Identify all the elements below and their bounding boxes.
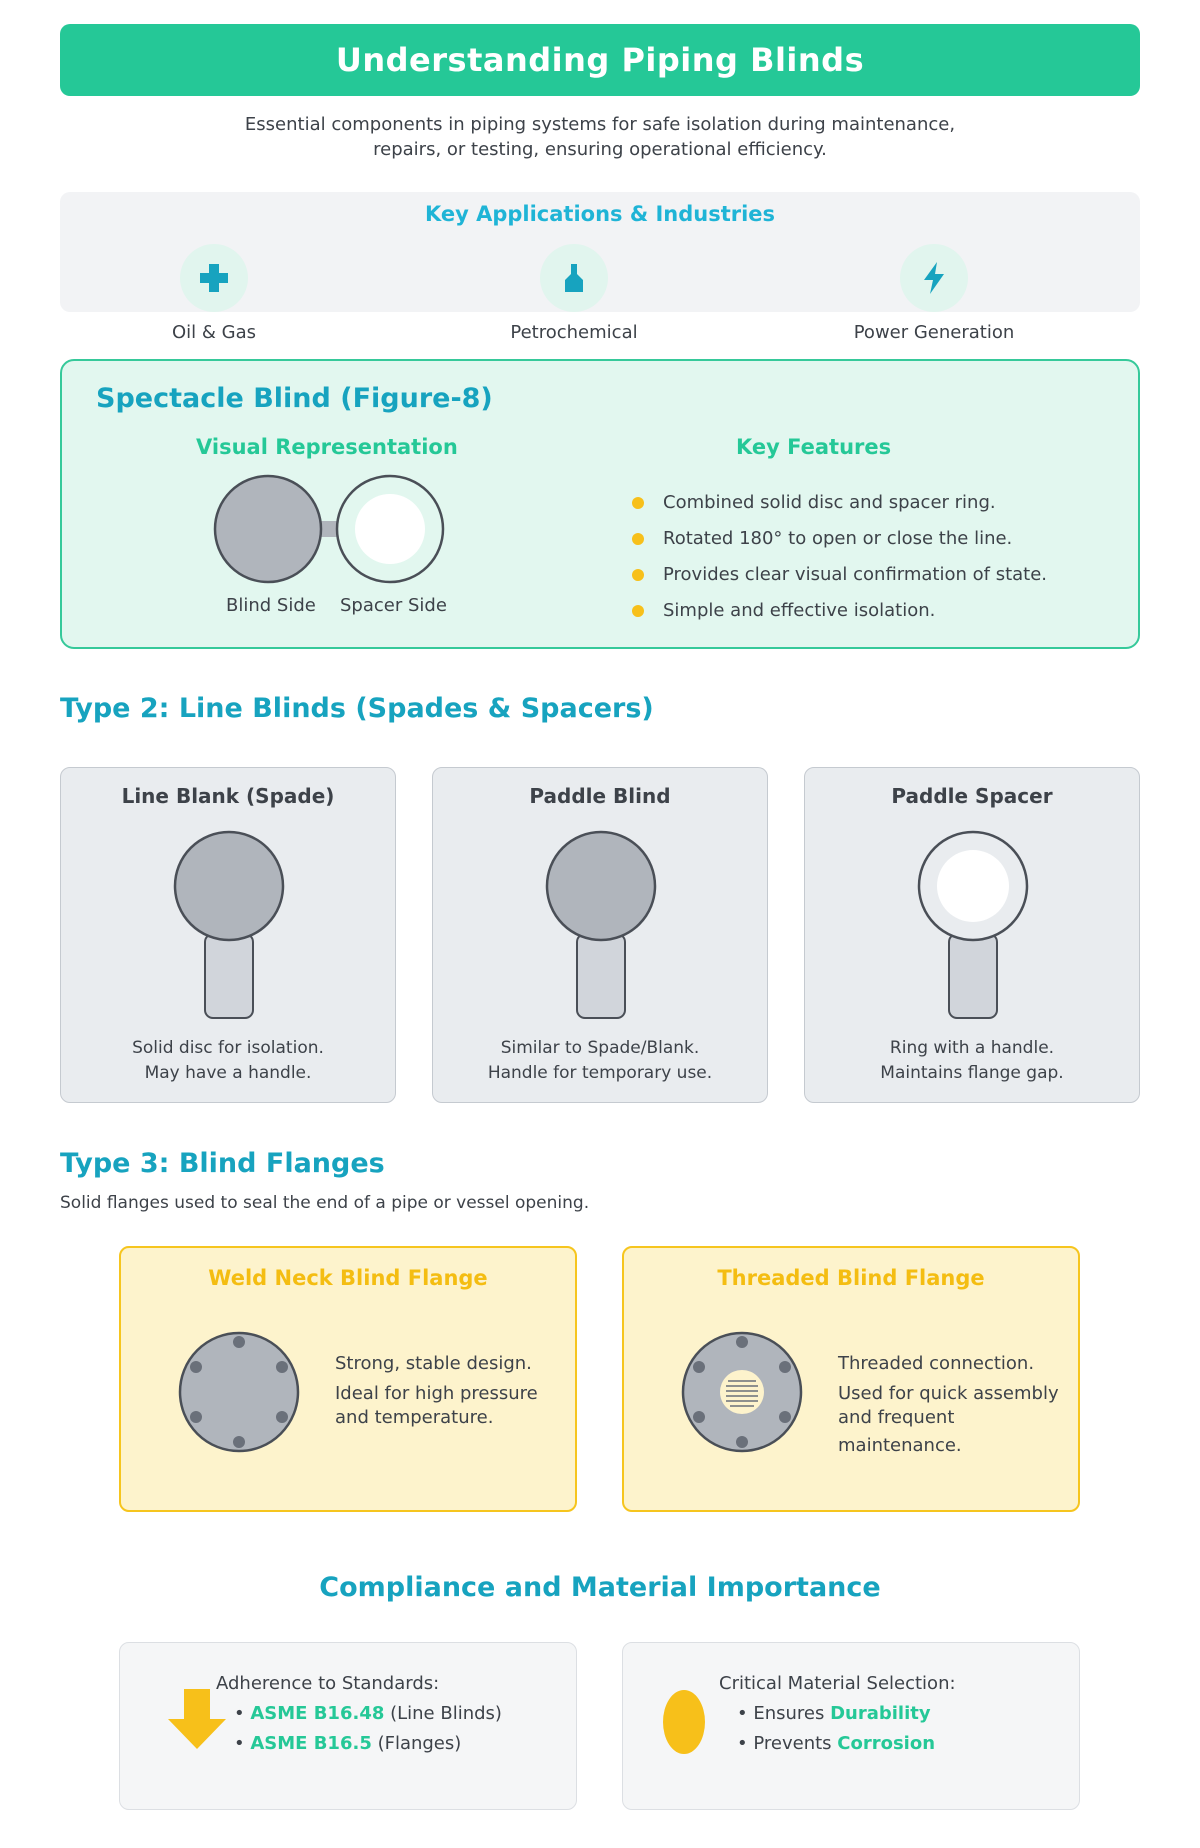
materials-text bbox=[719, 1669, 956, 1759]
title-banner bbox=[60, 24, 1140, 96]
material-item: • Prevents Corrosion bbox=[737, 1733, 936, 1754]
spectacle-blind-panel bbox=[60, 359, 1140, 649]
visual-representation-title: Visual Representation bbox=[196, 435, 458, 459]
line-blank-card bbox=[60, 767, 396, 1103]
spacer-bore bbox=[355, 494, 425, 564]
key-features-title: Key Features bbox=[736, 435, 892, 459]
card-description: Ring with a handle. Maintains flange gap. bbox=[880, 1038, 1064, 1083]
flask-icon bbox=[540, 244, 608, 312]
line-blinds-title: Type 2: Line Blinds (Spades & Spacers) bbox=[60, 693, 654, 724]
bullet-dot-icon bbox=[632, 533, 644, 545]
feature-item: Simple and effective isolation. bbox=[632, 597, 1047, 633]
card-title: Threaded Blind Flange bbox=[717, 1266, 985, 1290]
application-label: Power Generation bbox=[853, 322, 1015, 343]
card-description: Strong, stable design. Ideal for high pressure and temperature. bbox=[335, 1353, 538, 1428]
application-power-generation bbox=[814, 244, 1054, 343]
medical-cross-icon bbox=[180, 244, 248, 312]
spacer-bore bbox=[937, 850, 1009, 922]
line-blank-diagram bbox=[171, 830, 287, 1030]
subtitle-line-1: Essential components in piping systems for safe isolation during maintenance, bbox=[244, 114, 956, 135]
spectacle-title: Spectacle Blind (Figure-8) bbox=[96, 383, 493, 414]
application-label: Oil & Gas bbox=[171, 322, 256, 343]
standards-heading: Adherence to Standards: bbox=[216, 1673, 440, 1694]
solid-disc bbox=[547, 832, 655, 940]
applications-title: Key Applications & Industries bbox=[424, 202, 776, 226]
blind-side-label: Blind Side bbox=[226, 595, 316, 616]
feature-item: Provides clear visual confirmation of state. bbox=[632, 561, 1047, 597]
feature-item: Rotated 180° to open or close the line. bbox=[632, 525, 1047, 561]
standards-card bbox=[119, 1642, 577, 1810]
weld-neck-flange-diagram bbox=[177, 1330, 301, 1454]
paddle-spacer-diagram bbox=[915, 830, 1031, 1030]
compliance-title: Compliance and Material Importance bbox=[319, 1572, 881, 1603]
card-title: Weld Neck Blind Flange bbox=[208, 1266, 488, 1290]
standard-item: • ASME B16.5 (Flanges) bbox=[234, 1733, 462, 1754]
application-petrochemical bbox=[454, 244, 694, 343]
threaded-flange-diagram bbox=[680, 1330, 804, 1454]
feature-item: Combined solid disc and spacer ring. bbox=[632, 489, 1047, 525]
standard-item: • ASME B16.48 (Line Blinds) bbox=[234, 1703, 502, 1724]
droplet-icon bbox=[661, 1689, 707, 1755]
blind-flanges-title: Type 3: Blind Flanges bbox=[60, 1148, 385, 1179]
solid-disc bbox=[175, 832, 283, 940]
threaded-flange-card bbox=[622, 1246, 1080, 1512]
bullet-dot-icon bbox=[632, 497, 644, 509]
materials-heading: Critical Material Selection: bbox=[719, 1673, 956, 1694]
lightning-icon bbox=[900, 244, 968, 312]
page-title: Understanding Piping Blinds bbox=[335, 41, 865, 79]
paddle-blind-card bbox=[432, 767, 768, 1103]
handle bbox=[205, 934, 253, 1018]
card-title: Line Blank (Spade) bbox=[121, 784, 335, 808]
card-title: Paddle Blind bbox=[529, 784, 671, 808]
paddle-spacer-card bbox=[804, 767, 1140, 1103]
features-list bbox=[632, 489, 1047, 633]
application-oil-gas bbox=[94, 244, 334, 343]
application-label: Petrochemical bbox=[510, 322, 638, 343]
bullet-dot-icon bbox=[632, 605, 644, 617]
card-description: Similar to Spade/Blank. Handle for temporary use. bbox=[487, 1038, 713, 1083]
page-subtitle bbox=[160, 112, 1040, 162]
spacer-side-label: Spacer Side bbox=[340, 595, 447, 616]
weld-neck-flange-card bbox=[119, 1246, 577, 1512]
applications-panel bbox=[60, 192, 1140, 343]
card-description: Solid disc for isolation. May have a handle. bbox=[132, 1038, 324, 1083]
handle bbox=[577, 934, 625, 1018]
standards-text bbox=[216, 1669, 502, 1759]
materials-card bbox=[622, 1642, 1080, 1810]
spectacle-blind-diagram bbox=[212, 473, 452, 585]
paddle-blind-diagram bbox=[543, 830, 659, 1030]
material-item: • Ensures Durability bbox=[737, 1703, 931, 1724]
bullet-dot-icon bbox=[632, 569, 644, 581]
blind-flanges-description: Solid flanges used to seal the end of a pipe or vessel opening. bbox=[60, 1193, 590, 1213]
handle bbox=[949, 934, 997, 1018]
card-description: Threaded connection. Used for quick assembly and frequent maintenance. bbox=[838, 1353, 1059, 1456]
blind-side-disc bbox=[215, 476, 321, 582]
card-title: Paddle Spacer bbox=[891, 784, 1053, 808]
subtitle-line-2: repairs, or testing, ensuring operational efficiency. bbox=[373, 139, 827, 160]
